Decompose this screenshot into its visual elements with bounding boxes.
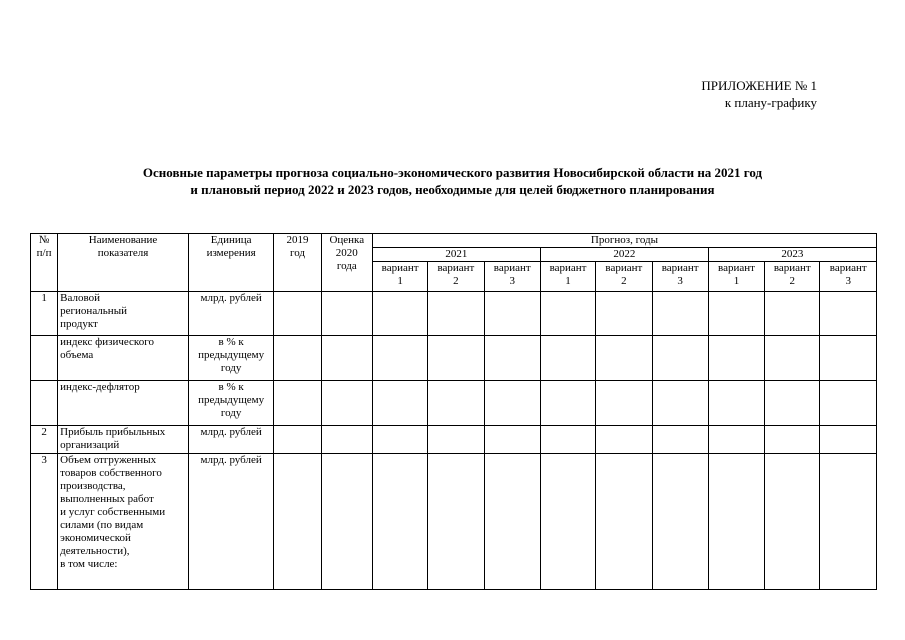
value-cell <box>484 454 540 590</box>
header-variant-number: 1 <box>733 275 740 287</box>
value-cell <box>765 426 820 454</box>
header-variant <box>820 262 877 292</box>
header-2019-line-2: год <box>290 247 306 259</box>
header-variant-word: вариант <box>605 262 643 274</box>
indicator-name-line: Объем отгруженных <box>60 454 157 466</box>
indicator-name-line: организаций <box>60 439 120 451</box>
header-estimate-line-3: года <box>336 260 357 272</box>
value-cell <box>484 381 540 426</box>
header-variant-number: 1 <box>397 275 403 287</box>
value-cell <box>596 336 652 381</box>
table-row <box>31 454 877 590</box>
table-row <box>31 292 877 336</box>
value-cell <box>540 381 595 426</box>
indicator-name-line: товаров собственного <box>60 467 162 479</box>
value-cell <box>428 454 484 590</box>
indicator-name-line: выполненных работ <box>60 493 154 505</box>
value-cell <box>274 426 321 454</box>
value-cell <box>596 292 652 336</box>
indicator-name <box>58 381 189 426</box>
value-cell <box>372 336 427 381</box>
indicator-name-line: деятельности), <box>60 545 130 557</box>
row-number <box>31 381 58 426</box>
indicator-name-line: экономической <box>60 532 131 544</box>
unit-of-measure <box>188 381 273 426</box>
unit-line: году <box>220 407 242 419</box>
indicator-name <box>58 292 189 336</box>
value-cell <box>708 454 764 590</box>
unit-of-measure <box>188 454 273 590</box>
header-number-line-2: п/п <box>36 247 52 259</box>
unit-of-measure <box>188 292 273 336</box>
header-variant <box>765 262 820 292</box>
value-cell <box>765 454 820 590</box>
value-cell <box>274 292 321 336</box>
header-variant-number: 2 <box>621 275 627 287</box>
value-cell <box>484 292 540 336</box>
table-row <box>31 426 877 454</box>
value-cell <box>540 292 595 336</box>
header-variant-word: вариант <box>493 262 531 274</box>
value-cell <box>274 381 321 426</box>
unit-line: в % к <box>218 381 244 393</box>
header-name-line-1: Наименование <box>88 234 158 246</box>
value-cell <box>652 336 708 381</box>
indicator-name-line: Прибыль прибыльных <box>60 426 166 438</box>
header-year: 2022 <box>540 248 708 262</box>
header-indicator-name <box>58 234 189 292</box>
value-cell <box>428 381 484 426</box>
value-cell <box>372 292 427 336</box>
value-cell <box>596 426 652 454</box>
value-cell <box>428 336 484 381</box>
indicator-name-line: региональный <box>60 305 127 317</box>
header-estimate-line-1: Оценка <box>329 234 365 246</box>
row-number: 2 <box>31 426 58 454</box>
value-cell <box>765 336 820 381</box>
value-cell <box>765 292 820 336</box>
header-variant-word: вариант <box>829 262 867 274</box>
document-title-line-1: Основные параметры прогноза социально-экономического развития Новосибирской области на 2021 год <box>142 165 763 180</box>
header-year: 2023 <box>708 248 876 262</box>
table-row <box>31 381 877 426</box>
value-cell <box>372 454 427 590</box>
row-number <box>31 336 58 381</box>
value-cell <box>708 381 764 426</box>
header-unit <box>188 234 273 292</box>
header-unit-line-1: Единица <box>210 234 252 246</box>
header-year-2019 <box>274 234 321 292</box>
value-cell <box>428 426 484 454</box>
row-number: 3 <box>31 454 58 590</box>
value-cell <box>540 454 595 590</box>
header-variant-word: вариант <box>661 262 699 274</box>
document-title-line-2: и плановый период 2022 и 2023 годов, необходимые для целей бюджетного планирования <box>190 182 715 197</box>
value-cell <box>820 292 877 336</box>
value-cell <box>820 426 877 454</box>
value-cell <box>652 381 708 426</box>
header-variant <box>596 262 652 292</box>
indicator-name-line: силами (по видам <box>60 519 144 531</box>
indicator-name <box>58 454 189 590</box>
value-cell <box>428 292 484 336</box>
indicator-name <box>58 426 189 454</box>
value-cell <box>484 426 540 454</box>
indicator-name-line: в том числе: <box>60 558 118 570</box>
header-name-line-2: показателя <box>97 247 149 259</box>
unit-line: в % к <box>218 336 244 348</box>
value-cell <box>484 336 540 381</box>
value-cell <box>274 454 321 590</box>
value-cell <box>765 381 820 426</box>
value-cell <box>274 336 321 381</box>
unit-of-measure <box>188 426 273 454</box>
value-cell <box>652 292 708 336</box>
header-variant-word: вариант <box>437 262 475 274</box>
indicator-name-line: продукт <box>60 318 98 330</box>
header-variant-word: вариант <box>718 262 755 274</box>
indicator-name <box>58 336 189 381</box>
value-cell <box>820 454 877 590</box>
unit-of-measure <box>188 336 273 381</box>
value-cell <box>321 454 372 590</box>
header-number-line-1: № <box>38 234 50 246</box>
header-row-1 <box>31 234 877 248</box>
appendix-caption <box>701 77 817 111</box>
header-estimate-2020 <box>321 234 372 292</box>
forecast-parameters-table <box>30 233 877 590</box>
header-variant-number: 3 <box>677 275 683 287</box>
table-row <box>31 336 877 381</box>
header-variant-number: 2 <box>453 275 459 287</box>
value-cell <box>321 426 372 454</box>
header-variant-number: 3 <box>509 275 515 287</box>
value-cell <box>540 336 595 381</box>
header-forecast-years: Прогноз, годы <box>372 234 876 248</box>
indicator-name-line: объема <box>60 349 94 361</box>
header-variant-number: 2 <box>789 275 796 287</box>
header-unit-line-2: измерения <box>206 247 256 259</box>
header-estimate-line-2: 2020 <box>335 247 358 259</box>
header-variant-word: вариант <box>549 262 587 274</box>
header-variant <box>708 262 764 292</box>
value-cell <box>652 426 708 454</box>
header-variant-word: вариант <box>381 262 419 274</box>
appendix-line-1: ПРИЛОЖЕНИЕ № 1 <box>701 78 817 93</box>
value-cell <box>596 454 652 590</box>
header-variant-word: вариант <box>773 262 811 274</box>
unit-line: млрд. рублей <box>200 454 262 466</box>
value-cell <box>321 381 372 426</box>
value-cell <box>321 292 372 336</box>
unit-line: млрд. рублей <box>200 426 262 438</box>
value-cell <box>321 336 372 381</box>
value-cell <box>708 426 764 454</box>
document-title <box>40 164 865 198</box>
indicator-name-line: Валовой <box>60 292 100 304</box>
header-variant <box>540 262 595 292</box>
unit-line: предыдущему <box>198 394 265 406</box>
value-cell <box>708 292 764 336</box>
value-cell <box>372 426 427 454</box>
header-number <box>31 234 58 292</box>
indicator-name-line: индекс-дефлятор <box>60 381 140 393</box>
indicator-name-line: индекс физического <box>60 336 154 348</box>
header-variant-number: 1 <box>565 275 571 287</box>
unit-line: году <box>220 362 242 374</box>
header-variant <box>428 262 484 292</box>
value-cell <box>708 336 764 381</box>
value-cell <box>820 336 877 381</box>
header-variant-number: 3 <box>845 275 851 287</box>
value-cell <box>652 454 708 590</box>
appendix-line-2: к плану-графику <box>724 95 817 110</box>
header-year: 2021 <box>372 248 540 262</box>
unit-line: предыдущему <box>198 349 265 361</box>
value-cell <box>540 426 595 454</box>
header-2019-line-1: 2019 <box>286 234 309 246</box>
unit-line: млрд. рублей <box>200 292 262 304</box>
indicator-name-line: производства, <box>60 480 126 492</box>
header-variant <box>372 262 427 292</box>
row-number: 1 <box>31 292 58 336</box>
header-variant <box>484 262 540 292</box>
header-variant <box>652 262 708 292</box>
value-cell <box>596 381 652 426</box>
value-cell <box>820 381 877 426</box>
indicator-name-line: и услуг собственными <box>60 506 166 518</box>
value-cell <box>372 381 427 426</box>
